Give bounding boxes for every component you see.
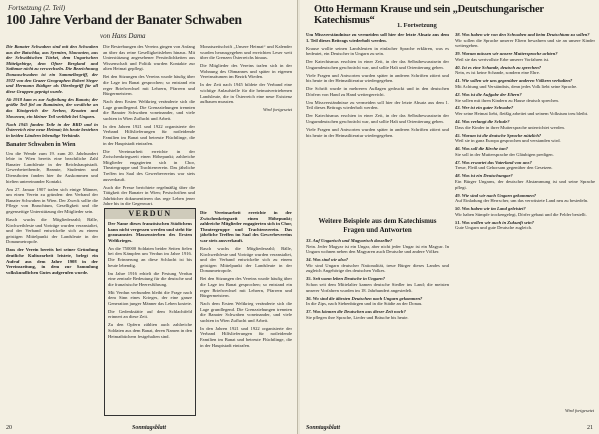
body-paragraph: Dass der Verein bereits bei seiner Gründung deutliche Kulturarbeit leistete, belegt ein Aufruf aus dem Jahre 1908 in der Vereinszeitung, in dem zur Sammlung volkskundlichen Gutes aufgerufen wurde. <box>6 247 98 275</box>
body-paragraph: Der Katechismus erschien in einer Zeit, in der das Selbstbewusstsein der Ungarndeutschen geschwächt war, und sollte Halt und Orientierung geben. <box>306 59 449 70</box>
left-column-3-lower <box>200 210 292 420</box>
qa-question: 45. Warum ist die deutsche Sprache nützlich? <box>455 132 542 138</box>
qa-item <box>455 78 595 89</box>
qa-item <box>455 92 595 103</box>
qa-answer: Dass die Kinder in ihrer Muttersprache unterrichtet werden. <box>455 124 565 130</box>
qa-answer: Wir sind Ungarn deutscher Nationalität, treue Bürger dieses Landes und zugleich Angehörige des deutschen Volkes. <box>306 262 449 274</box>
left-page <box>0 0 298 434</box>
qa-question: 44. Was verlangt die Schule? <box>455 119 510 125</box>
qa-question: 51. Was wollen wir auch in Zukunft sein? <box>455 219 534 225</box>
verdun-paragraph: An die 750000 Soldaten beider Seiten fielen bei den Kämpfen um Verdun im Jahre 1916. Die Erinnerung an diese Schlacht ist bis heute lebendig. <box>108 245 192 268</box>
qa-question: 43. Wer ist ein guter Schwabe? <box>455 105 514 111</box>
qa-item <box>455 32 595 49</box>
verdun-box <box>104 208 196 416</box>
masthead: Sonntagsblatt <box>132 425 167 431</box>
qa-question: 47. Was erwartet das Vaterland von uns? <box>455 159 532 165</box>
qa-answer: In die Zips, nach Siebenbürgen und in die Städte an der Donau. <box>306 301 423 307</box>
qa-item <box>455 119 595 130</box>
qa-question: 40. Ist es eine Schande, deutsch zu sprechen? <box>455 64 542 70</box>
qa-answer: Weil sie in ganz Europa gesprochen und verstanden wird. <box>455 138 561 144</box>
qa-question: 34. Was sind wir also? <box>306 257 349 263</box>
page-number: 20 <box>6 425 12 431</box>
body-paragraph: Um Missverständnisse zu vermeiden soll hier der letzte Absatz aus dem 1. Teil dieses Beitrags wiederholt werden. <box>306 32 449 43</box>
qa-answer: Wer seine Heimat liebt, fleißig arbeitet und seinem Volkstum treu bleibt. <box>455 111 589 117</box>
qa-answer: Auf Einladung der Herrscher, um das verwüstete Land neu zu besiedeln. <box>455 198 589 204</box>
byline: von Hans Dama <box>100 32 146 40</box>
body-paragraph: Die Bestrebungen des Vereins gingen von Anfang an über das reine Geselligkeitsleben hinaus. Mit Unterstützung angesehener Persönlichkeiten aus Wissenschaft und Politik wurden Kontakte zur alten Heimat gepflegt. <box>103 44 195 72</box>
qa-item <box>306 296 449 307</box>
verdun-paragraph: Zu den Opfern zählten auch zahlreiche Soldaten aus dem Banat, deren Namen in den Heimatbüchern festgehalten sind. <box>108 322 192 339</box>
body-paragraph: Die Schrift wurde in mehreren Auflagen gedruckt und in den deutschen Dörfern von Hand zu Hand weitergereicht. <box>306 86 449 97</box>
end-note: Wird fortgesetzt <box>262 107 292 113</box>
verdun-title: VERDUN <box>105 209 195 219</box>
qa-item <box>455 133 595 144</box>
body-paragraph: Der Katechismus erschien in einer Zeit, in der das Selbstbewusstsein der Ungarndeutschen geschwächt war, und sollte Halt und Orientierung geben. <box>306 113 449 125</box>
right-page <box>300 0 599 434</box>
qa-item <box>455 105 595 116</box>
qa-item <box>455 146 595 157</box>
body-paragraph: Monatszeitschrift „Unsere Heimat“ und Kalender wurden herausgegeben und erreichten Leser weit über die Grenzen Österreichs hinaus. <box>200 44 292 61</box>
masthead: Sonntagsblatt <box>306 425 341 431</box>
body-paragraph: Krause wollte seinen Landsleuten in einfacher Sprache erklären, was es bedeutet, ein Deutscher in Ungarn zu sein. <box>306 45 449 57</box>
section-subhead: Banater Schwaben in Wien <box>6 141 76 148</box>
qa-question: 38. Was haben wir von den Schwaben und beim Deutschtum zu sollen? <box>455 32 590 37</box>
qa-item <box>306 309 449 320</box>
qa-answer: Nein, es ist keine Schande, sondern eine Ehre. <box>455 70 540 76</box>
body-paragraph: In den Jahren 1921 und 1922 organisierte der Verband Hilfslieferungen für notleidende Familien im Banat und betreute Flüchtlinge, die in der Hauptstadt eintrafen. <box>103 123 195 146</box>
body-paragraph: In den Jahren 1921 und 1922 organisierte der Verband Hilfslieferungen für notleidende Familien im Banat und betreute Flüchtlinge, die in der Hauptstadt eintrafen. <box>200 325 292 348</box>
qa-answer: Treue, Fleiß und Gehorsam gegenüber den Gesetzen. <box>455 165 553 171</box>
body-paragraph: Rasch wuchs die Mitgliederzahl; Bälle, Kirchweihfeste und Vorträge wurden veranstaltet, und der Verband entwickelte sich zu einem geistigen Mittelpunkt der Landsleute in der Donaumetropole. <box>6 216 98 245</box>
qa-item <box>306 276 449 293</box>
intro-paragraph: Nach 1945 fanden Teile in der BRD und in Österreich eine neue Heimat; bis heute bestehen in beiden Ländern lebendige Verbände. <box>6 121 98 138</box>
qa-question: 35. Seit wann leben Deutsche in Ungarn? <box>306 276 385 282</box>
qa-question: 49. Wie sind wir nach Ungarn gekommen? <box>455 192 537 198</box>
body-paragraph: Die Vereinsarbeit erreichte in der Zwischenkriegszeit einen Höhepunkt; zahlreiche Mitglieder engagierten sich in Chor, Theatergruppe und Trachtenverein. Das jährliche Treffen im Saal des Gewerbevereins war stets ausverkauft. <box>200 210 292 243</box>
qa-answer: Gute Ungarn und gute Deutsche zugleich. <box>455 225 533 231</box>
qa-answer: Sie soll in der Muttersprache der Gläubigen predigen. <box>455 151 554 157</box>
article-headline: 100 Jahre Verband der Banater Schwaben <box>6 12 242 27</box>
body-paragraph: Viele Fragen und Antworten wurden später in anderen Schriften zitiert und bis heute in der Heimatliteratur wiedergegeben. <box>306 72 449 84</box>
verdun-paragraph: Mit Verdun verbunden bleibt die Frage nach dem Sinn eines Krieges, der eine ganze Generation junger Männer das Leben kostete. <box>108 289 192 306</box>
body-paragraph: Die Mitglieder des Vereins trafen sich in der Wohnung des Obmannes und später in eigenen Vereinsräumen im Bezirk Wieden. <box>200 63 292 80</box>
qa-section-heading <box>306 217 449 234</box>
qa-answer: Sie pflegen ihre Sprache, Lieder und Bräuche bis heute. <box>306 314 409 320</box>
end-note: Wird fortgesetzt <box>564 408 594 413</box>
qa-question: 33. Auf Ungarisch und Magyarisch dasselbe? <box>306 238 393 243</box>
right-column-1-intro <box>306 32 449 214</box>
qa-item <box>455 160 595 171</box>
qa-question: 46. Was soll die Kirche tun? <box>455 146 508 152</box>
qa-question: 39. Warum müssen wir unsere Muttersprache achten? <box>455 51 558 57</box>
body-paragraph: Um Missverständnisse zu vermeiden soll hier der letzte Absatz aus dem 1. Teil dieses Beitrags wiederholt werden. <box>306 99 449 111</box>
qa-item <box>455 206 595 217</box>
qa-item <box>455 220 595 231</box>
body-paragraph: Um die Wende zum 19. zum 20. Jahrhundert lebte in Wien bereits eine beachtliche Zahl Banater Landsleute in der Reichshauptstadt. Gewerbetreibende, Beamte, Studenten und Dienstboten fanden hier ihr Auskommen und hielten untereinander Kontakt. <box>6 150 98 184</box>
body-paragraph: Nach dem Ersten Weltkrieg veränderte sich die Lage grundlegend. Die Grenzziehungen trennten die Banater Schwaben voneinander, und viele suchten in Wien Zuflucht und Arbeit. <box>200 301 292 323</box>
qa-item <box>455 193 595 204</box>
qa-item <box>455 51 595 62</box>
qa-item <box>455 173 595 190</box>
qa-answer: Nein. Jeder Magyar ist ein Ungar, aber nicht jeder Ungar ist ein Magyar. In Ungarn wohnen neben den Magyaren auch Deutsche und andere Völker. <box>306 243 449 255</box>
verdun-text <box>108 221 192 413</box>
qa-question: 48. Was ist ein Deutschungar? <box>455 173 513 179</box>
body-paragraph: Viele Fragen und Antworten wurden später in anderen Schriften zitiert und bis heute in der Heimatliteratur wiedergegeben. <box>306 127 449 138</box>
qa-item <box>306 257 449 274</box>
verdun-paragraph: Im Jahre 1916 erhielt die Festung Verdun eine zentrale Bedeutung für die deutsche und die französische Heeresführung. <box>108 270 192 287</box>
left-column-3 <box>200 44 292 204</box>
qa-heading-text: Weitere Beispiele aus dem Katechismus Fragen und Antworten <box>318 217 437 234</box>
verdun-paragraph: Die Gedenkstätte auf dem Schlachtfeld erinnert an diese Zeit. <box>108 308 192 320</box>
qa-answer: Wir haben Sümpfe trockengelegt, Dörfer gebaut und die Felder bestellt. <box>455 211 587 217</box>
left-column-1 <box>6 44 98 420</box>
qa-item <box>455 65 595 76</box>
qa-answer: Ein Bürger Ungarns, der deutscher Abstammung ist und seine Sprache pflegt. <box>455 178 595 190</box>
fortsetzung-label: 1. Fortsetzung <box>397 22 437 29</box>
series-kicker: Fortsetzung (2. Teil) <box>8 4 66 12</box>
qa-answer: Schon seit dem Mittelalter kamen deutsche Siedler ins Land; die meisten unserer Vorfahren wurden im 18. Jahrhundert angesiedelt. <box>306 281 449 293</box>
qa-answer: Sie sollen mit ihren Kindern zu Hause deutsch sprechen. <box>455 97 559 103</box>
qa-question: 42. Was ist die Aufgabe der Eltern? <box>455 91 522 97</box>
qa-question: 37. Was können die Deutschen aus dieser Zeit noch? <box>306 309 406 315</box>
qa-answer: Mit Achtung und Verständnis, denn jedes Volk liebt seine Sprache. <box>455 83 578 89</box>
body-paragraph: Rasch wuchs die Mitgliederzahl; Bälle, Kirchweihfeste und Vorträge wurden veranstaltet, und der Verband entwickelte sich zu einem geistigen Mittelpunkt der Landsleute in der Donaumetropole. <box>200 245 292 274</box>
qa-item <box>306 238 449 255</box>
body-paragraph: In der Zeit nach 1945 bildete der Verband eine wichtige Anlaufstelle für die heimatvertriebenen Landsleute, die in Österreich eine neue Existenz aufbauen mussten. <box>200 82 292 105</box>
qa-answer: Weil sie das wertvollste Erbe unserer Vorfahren ist. <box>455 56 550 62</box>
body-paragraph: Bei den Sitzungen des Vereins wurde häufig über die Lage im Banat gesprochen; so entstand ein reger Briefwechsel mit Lehrern, Pfarrern und Bürgermeistern. <box>200 276 292 299</box>
body-paragraph: Nach dem Ersten Weltkrieg veränderte sich die Lage grundlegend. Die Grenzziehungen trennten die Banater Schwaben voneinander, und viele suchten in Wien Zuflucht und Arbeit. <box>103 99 195 121</box>
page-number: 21 <box>587 425 593 431</box>
body-paragraph: Am 27. Januar 1907 trafen sich einige Männer, um einen Verein zu gründen: den Verband der Banater Schwaben in Wien. Der Zweck sollte die Pflege von Brauchtum, Geselligkeit und die gegenseitige Unterstützung der Mitglieder sein. <box>6 186 98 214</box>
body-paragraph: Auch die Presse berichtete regelmäßig über die Tätigkeit der Banater in Wien; Festschriften und Jahrbücher dokumentieren das rege Leben jener Jahre bis in die Gegenwart. <box>103 184 195 207</box>
article-headline: Otto Hermann Krause und sein „Deutschungarischer Katechismus“ <box>314 4 544 26</box>
body-paragraph: Bei den Sitzungen des Vereins wurde häufig über die Lage im Banat gesprochen; so entstand ein reger Briefwechsel mit Lehrern, Pfarrern und Bürgermeistern. <box>103 74 195 97</box>
qa-column-2 <box>455 32 595 418</box>
intro-paragraph: Die Banater Schwaben sind mit den Schwaben aus der Batschka, aus Syrmien, Slawonien, aus der Schwäbischen Türkei, dem Ungarischen Mittelgebirge, dem Ofner Bergland und Sathmar nicht zu verwechseln. Die Bezeichnung Donauschwaben ist ein Sammelbegriff, der 1922 von den Grazer Geographen Robert Sieger und Hermann Rüdiger als Oberbegriff für all diese Gruppen geprägt wurde. <box>6 44 98 94</box>
intro-paragraph: Ab 1918 kam es zur Aufteilung des Banats; der größte Teil fiel an Rumänien, der westliche an das Königreich der Serben, Kroaten und Slowenen, ein kleiner Teil verblieb bei Ungarn. <box>6 96 98 119</box>
body-paragraph: Die Vereinsarbeit erreichte in der Zwischenkriegszeit einen Höhepunkt; zahlreiche Mitglieder engagierten sich in Chor, Theatergruppe und Trachtenverein. Das jährliche Treffen im Saal des Gewerbevereins war stets ausverkauft. <box>103 148 195 182</box>
qa-column-1 <box>306 238 449 418</box>
qa-question: 50. Was haben wir im Land geleistet? <box>455 206 526 212</box>
qa-question: 41. Wie sollen wir uns gegenüber anderen Völkern verhalten? <box>455 78 573 84</box>
verdun-lead: Der Name dieses französischen Städtchens kann nicht vergessen werden und steht für grausamstes Massensterben des Ersten Weltkrieges. <box>108 221 192 243</box>
qa-answer: Wir sollen die Sprache unserer Eltern bewahren und sie an unsere Kinder weitergeben. <box>455 37 595 49</box>
qa-question: 36. Wo sind die ältesten Deutschen nach Ungarn gekommen? <box>306 295 423 301</box>
